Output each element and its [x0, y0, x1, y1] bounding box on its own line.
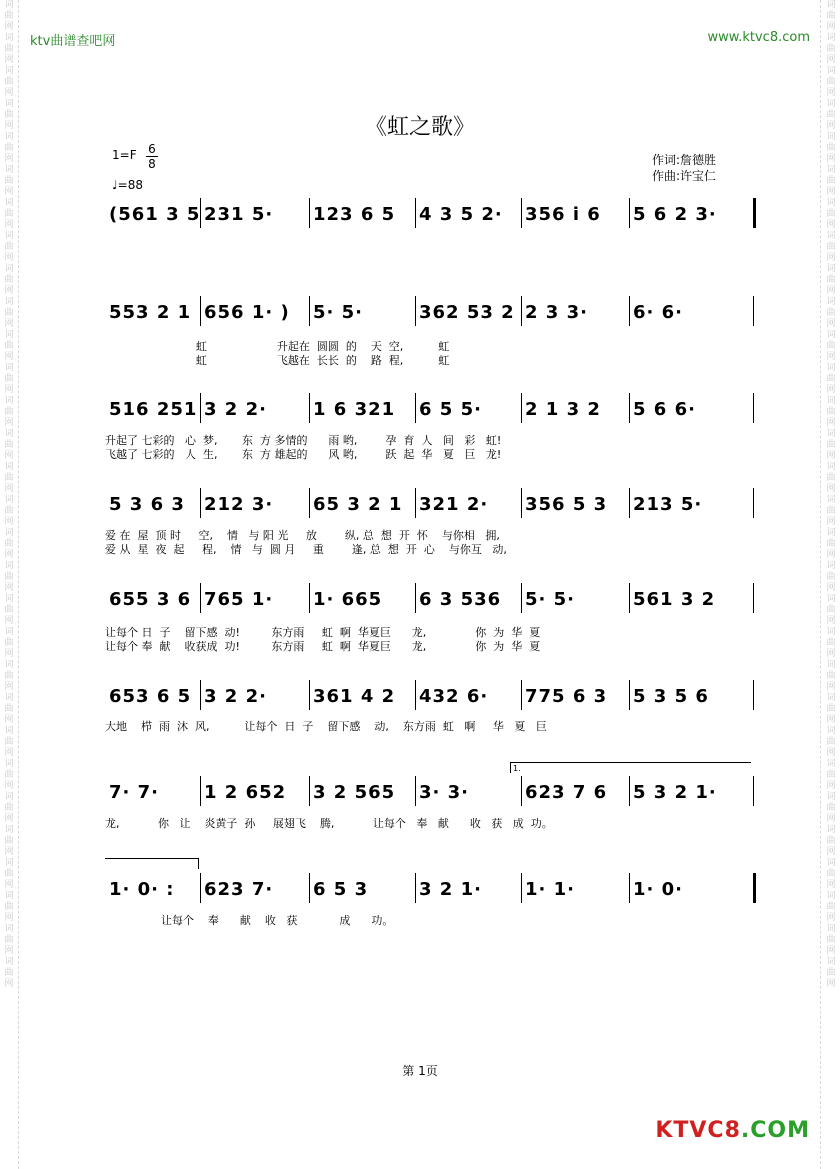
key-signature [112, 142, 156, 171]
barline [521, 296, 522, 326]
measure-notes: 5 6 6· [633, 399, 696, 420]
measure-notes: 3 2 2· [204, 686, 267, 707]
notation-row [105, 680, 755, 710]
barline [415, 198, 416, 228]
lyric-line: 虹 飞越在 长长 的 路 程, 虹 [105, 354, 450, 367]
right-edge-line [820, 0, 822, 1169]
barline [753, 583, 754, 613]
measure-notes: 3 2 2· [204, 399, 267, 420]
lyric-line: 大地 栉 雨 沐 风, 让每个 日 子 留下感 动, 东方雨 虹 啊 华 夏 巨 [105, 720, 547, 733]
barline [415, 393, 416, 423]
right-sidebar-text: 词曲网词曲网词曲网词曲网词曲网词曲网词曲网词曲网词曲网词曲网词曲网词曲网词曲网词曲网词曲网词曲网词曲网词曲网词曲网词曲网词曲网词曲网词曲网词曲网词曲网词曲网词曲网词曲网词曲网词曲网 [826, 0, 836, 989]
barline [629, 873, 630, 903]
credits [652, 152, 716, 184]
lyric-line: 龙, 你 让 炎黄子 孙 展翅飞 腾, 让每个 奉 献 收 获 成 功。 [105, 817, 553, 830]
measure-notes: 4 3 5 2· [419, 204, 503, 225]
measure-notes: 6 5 3 [313, 879, 369, 900]
left-edge-line [18, 0, 20, 1169]
lyric-line: 让每个 奉 献 收 获 成 功。 [105, 914, 394, 927]
watermark-part2: .COM [740, 1118, 810, 1143]
barline [309, 296, 310, 326]
measure-notes: (561 3 5 [109, 204, 201, 225]
barline [415, 873, 416, 903]
measure-notes: 6 3 536 [419, 589, 502, 610]
barline [629, 198, 630, 228]
lyric-line: 飞越了 七彩的 人 生, 东 方 雄起的 风 哟, 跃 起 华 夏 巨 龙! [105, 448, 502, 461]
barline [753, 680, 754, 710]
notation-row [105, 296, 755, 326]
left-sidebar-text: 词曲网词曲网词曲网词曲网词曲网词曲网词曲网词曲网词曲网词曲网词曲网词曲网词曲网词曲网词曲网词曲网词曲网词曲网词曲网词曲网词曲网词曲网词曲网词曲网词曲网词曲网词曲网词曲网词曲网词曲网 [4, 0, 14, 989]
measure-notes: 1· 665 [313, 589, 383, 610]
barline [753, 198, 756, 228]
notation-row [105, 776, 755, 806]
measure-notes: 65 3 2 1 [313, 494, 403, 515]
barline [200, 393, 201, 423]
lyric-line: 爱 在 屋 顶 时 空, 情 与 阳 光 放 纵, 总 想 开 怀 与你相 拥, [105, 529, 500, 542]
measure-notes: 623 7 6 [525, 782, 608, 803]
measure-notes: 6 5 5· [419, 399, 482, 420]
barline [415, 488, 416, 518]
barline [521, 680, 522, 710]
barline [200, 583, 201, 613]
site-url[interactable]: www.ktvc8.com [707, 30, 810, 45]
notation-row [105, 583, 755, 613]
measure-notes: 2 1 3 2 [525, 399, 601, 420]
barline [200, 776, 201, 806]
measure-notes: 656 1· ) [204, 302, 290, 323]
barline [309, 776, 310, 806]
measure-notes: 3· 3· [419, 782, 469, 803]
measure-notes: 231 5· [204, 204, 274, 225]
lyric-line: 虹 升起在 圆圆 的 天 空, 虹 [105, 340, 450, 353]
watermark-part1: KTVC8 [655, 1118, 741, 1143]
measure-notes: 321 2· [419, 494, 489, 515]
barline [309, 393, 310, 423]
measure-notes: 1· 1· [525, 879, 575, 900]
lyric-line: 让每个 奉 献 收获成 功! 东方雨 虹 啊 华夏巨 龙, 你 为 华 夏 [105, 640, 541, 653]
measure-notes: 5 6 2 3· [633, 204, 717, 225]
barline [309, 680, 310, 710]
measure-notes: 362 53 2 [419, 302, 515, 323]
lyric-line: 升起了 七彩的 心 梦, 东 方 多情的 雨 哟, 孕 育 人 间 彩 虹! [105, 434, 502, 447]
barline [753, 873, 756, 903]
barline [629, 776, 630, 806]
barline [521, 583, 522, 613]
measure-notes: 123 6 5 [313, 204, 396, 225]
measure-notes: 5· 5· [525, 589, 575, 610]
measure-notes: 623 7· [204, 879, 274, 900]
measure-notes: 361 4 2 [313, 686, 396, 707]
key-label: 1=F [112, 148, 137, 162]
volta-label: 1. [513, 764, 521, 773]
measure-notes: 553 2 1 [109, 302, 192, 323]
time-bottom: 8 [148, 157, 156, 171]
measure-notes: 5 3 6 3 [109, 494, 185, 515]
time-signature [146, 142, 158, 171]
watermark-logo [655, 1118, 810, 1143]
measure-notes: 7· 7· [109, 782, 159, 803]
notation-row [105, 488, 755, 518]
measure-notes: 1· 0· [633, 879, 683, 900]
barline [415, 296, 416, 326]
measure-notes: 653 6 5 [109, 686, 192, 707]
measure-notes: 1 2 652 [204, 782, 287, 803]
measure-notes: 356 i̇ 6 [525, 204, 601, 225]
barline [521, 873, 522, 903]
measure-notes: 432 6· [419, 686, 489, 707]
barline [200, 873, 201, 903]
lyric-line: 爱 从 星 夜 起 程, 情 与 圆 月 重 逢, 总 想 开 心 与你互 动, [105, 543, 507, 556]
measure-notes: 212 3· [204, 494, 274, 515]
barline [415, 680, 416, 710]
measure-notes: 356 5 3 [525, 494, 608, 515]
barline [753, 488, 754, 518]
measure-notes: 765 1· [204, 589, 274, 610]
measure-notes: 5 3 5 6 [633, 686, 709, 707]
lyricist: 作词:詹德胜 [652, 153, 717, 167]
measure-notes: 655 3 6 [109, 589, 192, 610]
notation-row [105, 873, 755, 903]
barline [629, 488, 630, 518]
notation-row [105, 198, 755, 228]
measure-notes: 516 251 [109, 399, 198, 420]
barline [629, 583, 630, 613]
measure-notes: 3 2 565 [313, 782, 396, 803]
barline [309, 583, 310, 613]
measure-notes: 5 3 2 1· [633, 782, 717, 803]
measure-notes: 6· 6· [633, 302, 683, 323]
volta-bracket-1 [510, 762, 751, 773]
barline [309, 873, 310, 903]
barline [753, 296, 754, 326]
notation-row [105, 393, 755, 423]
time-top: 6 [148, 142, 156, 156]
barline [521, 198, 522, 228]
barline [415, 776, 416, 806]
volta-bracket-end [105, 858, 199, 869]
measure-notes: 561 3 2 [633, 589, 716, 610]
barline [521, 776, 522, 806]
barline [629, 680, 630, 710]
measure-notes: 775 6 3 [525, 686, 608, 707]
measure-notes: 1 6 321 [313, 399, 396, 420]
site-name[interactable]: ktv曲谱查吧网 [30, 34, 116, 49]
barline [521, 488, 522, 518]
tempo-marking: ♩=88 [112, 178, 143, 192]
barline [753, 393, 754, 423]
barline [415, 583, 416, 613]
barline [200, 680, 201, 710]
barline [629, 393, 630, 423]
measure-notes: 5· 5· [313, 302, 363, 323]
barline [309, 198, 310, 228]
lyric-line: 让每个 日 子 留下感 动! 东方雨 虹 啊 华夏巨 龙, 你 为 华 夏 [105, 626, 541, 639]
page-number: 第 1页 [402, 1064, 438, 1078]
barline [200, 296, 201, 326]
barline [629, 296, 630, 326]
barline [309, 488, 310, 518]
barline [521, 393, 522, 423]
measure-notes: 213 5· [633, 494, 703, 515]
measure-notes: 2 3 3· [525, 302, 588, 323]
composer: 作曲:许宝仁 [652, 169, 717, 183]
measure-notes: 1· 0· : [109, 879, 175, 900]
song-title: 《虹之歌》 [364, 115, 475, 140]
measure-notes: 3 2 1· [419, 879, 482, 900]
barline [200, 488, 201, 518]
barline [753, 776, 754, 806]
